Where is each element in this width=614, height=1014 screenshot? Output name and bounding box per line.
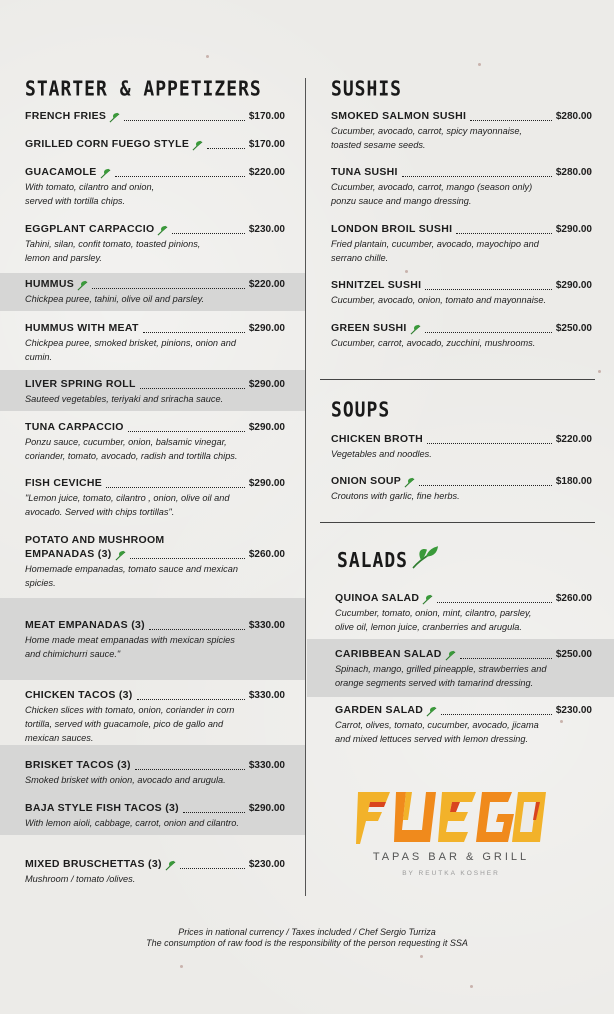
- section-title-starters: STARTER & APPETIZERS: [25, 77, 262, 102]
- item-price: $260.00: [555, 593, 592, 604]
- item-price: $330.00: [248, 690, 285, 701]
- item-name: HUMMUS WITH MEAT: [25, 322, 139, 334]
- menu-item: [25, 477, 285, 519]
- menu-item: [25, 378, 285, 406]
- item-name: HUMMUS: [25, 278, 75, 290]
- item-description: Ponzu sauce, cucumber, onion, balsamic vinegar, coriander, tomato, avocado, radish and tortilla chips.: [25, 437, 238, 461]
- leaf-icon: [165, 860, 176, 871]
- item-name: CHICKEN BROTH: [331, 433, 423, 445]
- footer-note: Prices in national currency / Taxes included / Chef Sergio Turriza: [178, 927, 436, 937]
- leaf-icon: [77, 280, 88, 291]
- section-title-soups: SOUPS: [331, 398, 391, 423]
- section-title-salads: SALADS: [337, 545, 439, 573]
- menu-item: [331, 166, 592, 208]
- menu-item: [25, 110, 285, 123]
- item-name: GREEN SUSHI: [331, 322, 407, 334]
- item-description: Chicken slices with tomato, onion, coriander in corn tortilla, served with guacamole, pico de gallo and mexican sauces.: [25, 705, 235, 743]
- item-description: Sauteed vegetables, teriyaki and sriracha sauce.: [25, 394, 224, 404]
- menu-item: [25, 858, 285, 886]
- leaf-icon: [426, 706, 437, 717]
- item-description: Fried plantain, cucumber, avocado, mayochipo and serrano chille.: [331, 239, 539, 263]
- item-name: CHICKEN TACOS (3): [25, 689, 133, 701]
- item-price: $230.00: [248, 224, 285, 235]
- item-price: $290.00: [555, 224, 592, 235]
- menu-item: [25, 802, 285, 830]
- leaf-icon: [410, 324, 421, 335]
- menu-item: [335, 648, 592, 690]
- footer-disclaimer: The consumption of raw food is the responsibility of the person requesting it SSA: [146, 938, 468, 948]
- item-price: $280.00: [555, 111, 592, 122]
- item-name: EGGPLANT CARPACCIO: [25, 223, 155, 235]
- item-name: TUNA SUSHI: [331, 166, 398, 178]
- item-description: With tomato, cilantro and onion, served with tortilla chips.: [25, 182, 155, 206]
- menu-item: [331, 223, 592, 265]
- item-description: With lemon aioli, cabbage, carrot, onion and cilantro.: [25, 818, 239, 828]
- item-name: SMOKED SALMON SUSHI: [331, 110, 467, 122]
- item-description: Chickpea puree, tahini, olive oil and parsley.: [25, 294, 205, 304]
- menu-item: [25, 278, 285, 306]
- column-divider: [305, 78, 306, 896]
- leaf-icon: [445, 650, 456, 661]
- leaf-icon: [422, 594, 433, 605]
- menu-item: [331, 475, 592, 503]
- item-price: $170.00: [248, 139, 285, 150]
- item-description: Carrot, olives, tomato, cucumber, avocado, jicama and mixed lettuces served with lemon dressing.: [335, 720, 539, 744]
- item-price: $250.00: [555, 649, 592, 660]
- item-description: Mushroom / tomato /olives.: [25, 874, 136, 884]
- item-name: MEAT EMPANADAS (3): [25, 619, 145, 631]
- leaf-icon: [192, 140, 203, 151]
- leaf-icon: [100, 168, 111, 179]
- item-price: $250.00: [555, 323, 592, 334]
- leaf-icon: [109, 112, 120, 123]
- menu-item: [25, 322, 285, 364]
- item-name: MIXED BRUSCHETTAS (3): [25, 858, 162, 870]
- item-description: Cucumber, tomato, onion, mint, cilantro, parsley, olive oil, lemon juice, cranberries and arugula.: [335, 608, 532, 632]
- item-description: Tahini, silan, confit tomato, toasted pinions, lemon and parsley.: [25, 239, 201, 263]
- item-price: $330.00: [248, 760, 285, 771]
- menu-item: [25, 166, 285, 208]
- item-name: CARIBBEAN SALAD: [335, 648, 442, 660]
- leaf-icon: [157, 225, 168, 236]
- menu-item: [335, 592, 592, 634]
- item-price: $170.00: [248, 111, 285, 122]
- item-description: Cucumber, avocado, carrot, spicy mayonnaise, toasted sesame seeds.: [331, 126, 522, 150]
- item-name: SHNITZEL SUSHI: [331, 279, 422, 291]
- section-title-sushis: SUSHIS: [331, 77, 403, 102]
- item-price: $290.00: [555, 280, 592, 291]
- item-price: $230.00: [555, 705, 592, 716]
- leaf-icon: [404, 477, 415, 488]
- item-description: Spinach, mango, grilled pineapple, strawberries and orange segments served with tamarind dressing.: [335, 664, 547, 688]
- item-description: Cucumber, carrot, avocado, zucchini, mushrooms.: [331, 338, 536, 348]
- item-price: $290.00: [248, 422, 285, 433]
- item-price: $230.00: [248, 859, 285, 870]
- item-description: "Lemon juice, tomato, cilantro , onion, olive oil and avocado. Served with chips tortillas".: [25, 493, 230, 517]
- item-description: Chickpea puree, smoked brisket, pinions, onion and cumin.: [25, 338, 236, 362]
- menu-item: [25, 534, 285, 590]
- item-price: $180.00: [555, 476, 592, 487]
- item-description: Vegetables and noodles.: [331, 449, 432, 459]
- item-price: $290.00: [248, 803, 285, 814]
- leaf-icon: [411, 545, 439, 570]
- item-description: Smoked brisket with onion, avocado and arugula.: [25, 775, 226, 785]
- item-price: $330.00: [248, 620, 285, 631]
- menu-item: [331, 322, 592, 350]
- item-name: GUACAMOLE: [25, 166, 97, 178]
- item-name: BAJA STYLE FISH TACOS (3): [25, 802, 179, 814]
- item-name: GRILLED CORN FUEGO STYLE: [25, 138, 190, 150]
- item-name: ONION SOUP: [331, 475, 402, 487]
- menu-item: [331, 279, 592, 307]
- item-price: $290.00: [248, 478, 285, 489]
- item-description: Homemade empanadas, tomato sauce and mexican spicies.: [25, 564, 238, 588]
- menu-item: [25, 689, 285, 745]
- item-name: EMPANADAS (3): [25, 548, 112, 560]
- menu-item: [331, 110, 592, 152]
- item-name: LONDON BROIL SUSHI: [331, 223, 453, 235]
- item-description: Croutons with garlic, fine herbs.: [331, 491, 460, 501]
- section-divider: [320, 379, 595, 380]
- menu-item: [331, 433, 592, 461]
- item-name: FISH CEVICHE: [25, 477, 103, 489]
- section-divider: [320, 522, 595, 523]
- menu-item: [25, 421, 285, 463]
- item-description: Cucumber, avocado, onion, tomato and mayonnaise.: [331, 295, 547, 305]
- item-price: $290.00: [248, 379, 285, 390]
- item-name: BRISKET TACOS (3): [25, 759, 131, 771]
- item-price: $220.00: [248, 167, 285, 178]
- item-description: Cucumber, avocado, carrot, mango (season only) ponzu sauce and mango dressing.: [331, 182, 533, 206]
- menu-item: [25, 138, 285, 151]
- leaf-icon: [115, 550, 126, 561]
- item-name: LIVER SPRING ROLL: [25, 378, 136, 390]
- item-price: $290.00: [248, 323, 285, 334]
- item-name: QUINOA SALAD: [335, 592, 420, 604]
- logo-tagline: BY REUTKA KOSHER: [402, 870, 500, 877]
- menu-item: [335, 704, 592, 746]
- item-name-line1: POTATO AND MUSHROOM: [25, 534, 165, 546]
- item-price: $280.00: [555, 167, 592, 178]
- item-price: $260.00: [248, 549, 285, 560]
- menu-item: [25, 759, 285, 787]
- item-name: GARDEN SALAD: [335, 704, 424, 716]
- item-price: $220.00: [248, 279, 285, 290]
- menu-item: [25, 223, 285, 265]
- fuego-logo: [356, 790, 546, 846]
- item-price: $220.00: [555, 434, 592, 445]
- item-name: FRENCH FRIES: [25, 110, 107, 122]
- item-description: Home made meat empanadas with mexican spicies and chimichurri sauce.": [25, 635, 235, 659]
- menu-item: [25, 619, 285, 661]
- logo-subtitle: TAPAS BAR & GRILL: [372, 851, 530, 863]
- item-name: TUNA CARPACCIO: [25, 421, 124, 433]
